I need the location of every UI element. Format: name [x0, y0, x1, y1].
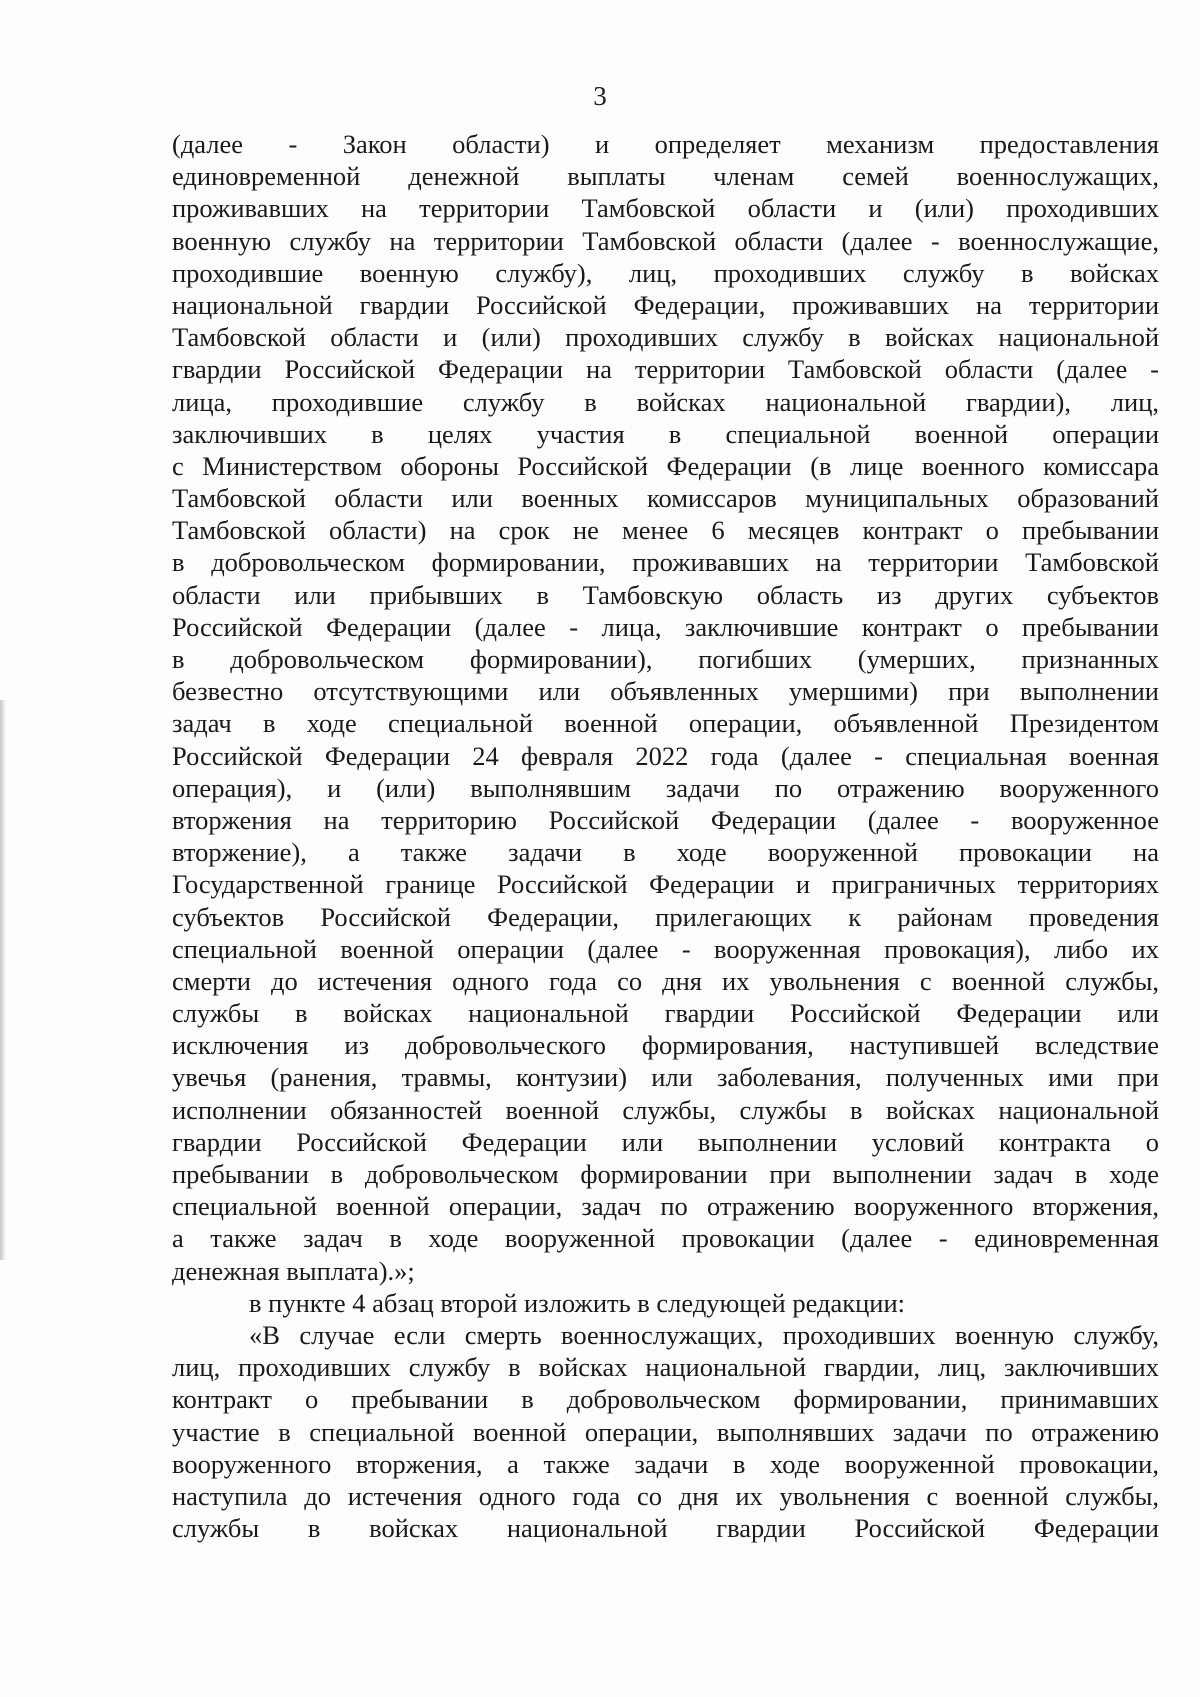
text-line: денежная выплата).»; [172, 1255, 415, 1286]
text-line: проходившие военную службу), лиц, проходивших службу в войсках [172, 257, 1159, 288]
document-body [172, 128, 1159, 1544]
text-line: пребывании в добровольческом формировании при выполнении задач в ходе [172, 1159, 1159, 1189]
text-line: Тамбовской области) на срок не менее 6 месяцев контракт о пребывании [172, 515, 1159, 546]
text-line: Государственной границе Российской Федерации и приграничных территориях [172, 869, 1159, 900]
text-line: исключения из добровольческого формирования, наступившей вследствие [172, 1030, 1159, 1061]
text-line: а также задач в ходе вооруженной провокации (далее - единовременная [172, 1223, 1159, 1254]
text-line: «В случае если смерть военнослужащих, проходивших военную службу, [249, 1319, 1159, 1350]
text-line: заключивших в целях участия в специальной военной операции [172, 418, 1159, 449]
text-line: Российской Федерации 24 февраля 2022 года (далее - специальная военная [172, 740, 1159, 771]
text-line: специальной военной операции, задач по отражению вооруженного вторжения, [172, 1191, 1159, 1222]
text-line: гвардии Российской Федерации на территории Тамбовской области (далее - [172, 354, 1159, 385]
text-line: в добровольческом формировании, проживавших на территории Тамбовской [172, 547, 1159, 578]
text-line: области или прибывших в Тамбовскую область из других субъектов [172, 579, 1159, 610]
text-line: в добровольческом формировании), погибших (умерших, признанных [172, 644, 1159, 674]
text-line: в пункте 4 абзац второй изложить в следующей редакции: [249, 1287, 906, 1318]
page-number: 3 [593, 81, 607, 111]
text-line: проживавших на территории Тамбовской области и (или) проходивших [172, 193, 1159, 224]
text-line: операция), и (или) выполнявшим задачи по отражению вооруженного [172, 772, 1159, 803]
scan-edge-shadow [0, 700, 6, 1260]
text-line: контракт о пребывании в добровольческом формировании, принимавших [172, 1384, 1159, 1415]
text-line: наступила до истечения одного года со дня их увольнения с военной службы, [172, 1480, 1159, 1511]
text-line: службы в войсках национальной гвардии Российской Федерации или [172, 998, 1159, 1029]
text-line: лица, проходившие службу в войсках национальной гвардии), лиц, [172, 386, 1159, 417]
text-line: безвестно отсутствующими или объявленных умершими) при выполнении [172, 676, 1159, 707]
text-line: военную службу на территории Тамбовской области (далее - военнослужащие, [172, 225, 1159, 256]
text-line: вторжения на территорию Российской Федерации (далее - вооруженное [172, 804, 1159, 835]
text-line: субъектов Российской Федерации, прилегающих к районам проведения [172, 901, 1159, 932]
text-line: исполнении обязанностей военной службы, службы в войсках национальной [172, 1094, 1159, 1125]
text-line: Российской Федерации (далее - лица, заключившие контракт о пребывании [172, 611, 1159, 642]
text-line: задач в ходе специальной военной операции, объявленной Президентом [172, 708, 1159, 739]
text-line: службы в войсках национальной гвардии Российской Федерации [172, 1513, 1159, 1544]
text-line: участие в специальной военной операции, выполнявших задачи по отражению [172, 1416, 1159, 1447]
text-line: вторжение), а также задачи в ходе вооруженной провокации на [172, 837, 1159, 868]
text-line: Тамбовской области и (или) проходивших службу в войсках национальной [172, 322, 1159, 353]
text-line: гвардии Российской Федерации или выполнении условий контракта о [172, 1126, 1159, 1157]
text-line: специальной военной операции (далее - вооруженная провокация), либо их [172, 933, 1159, 964]
text-line: смерти до истечения одного года со дня их увольнения с военной службы, [172, 965, 1159, 996]
text-line: лиц, проходивших службу в войсках национальной гвардии, лиц, заключивших [172, 1352, 1159, 1383]
text-line: единовременной денежной выплаты членам семей военнослужащих, [172, 161, 1159, 192]
text-line: увечья (ранения, травмы, контузии) или заболевания, полученных ими при [172, 1062, 1159, 1093]
text-line: с Министерством обороны Российской Федерации (в лице военного комиссара [172, 450, 1159, 481]
text-line: вооруженного вторжения, а также задачи в ходе вооруженной провокации, [172, 1448, 1159, 1479]
text-line: Тамбовской области или военных комиссаров муниципальных образований [172, 483, 1159, 514]
text-line: национальной гвардии Российской Федерации, проживавших на территории [172, 289, 1159, 320]
text-line: (далее - Закон области) и определяет механизм предоставления [172, 129, 1159, 159]
